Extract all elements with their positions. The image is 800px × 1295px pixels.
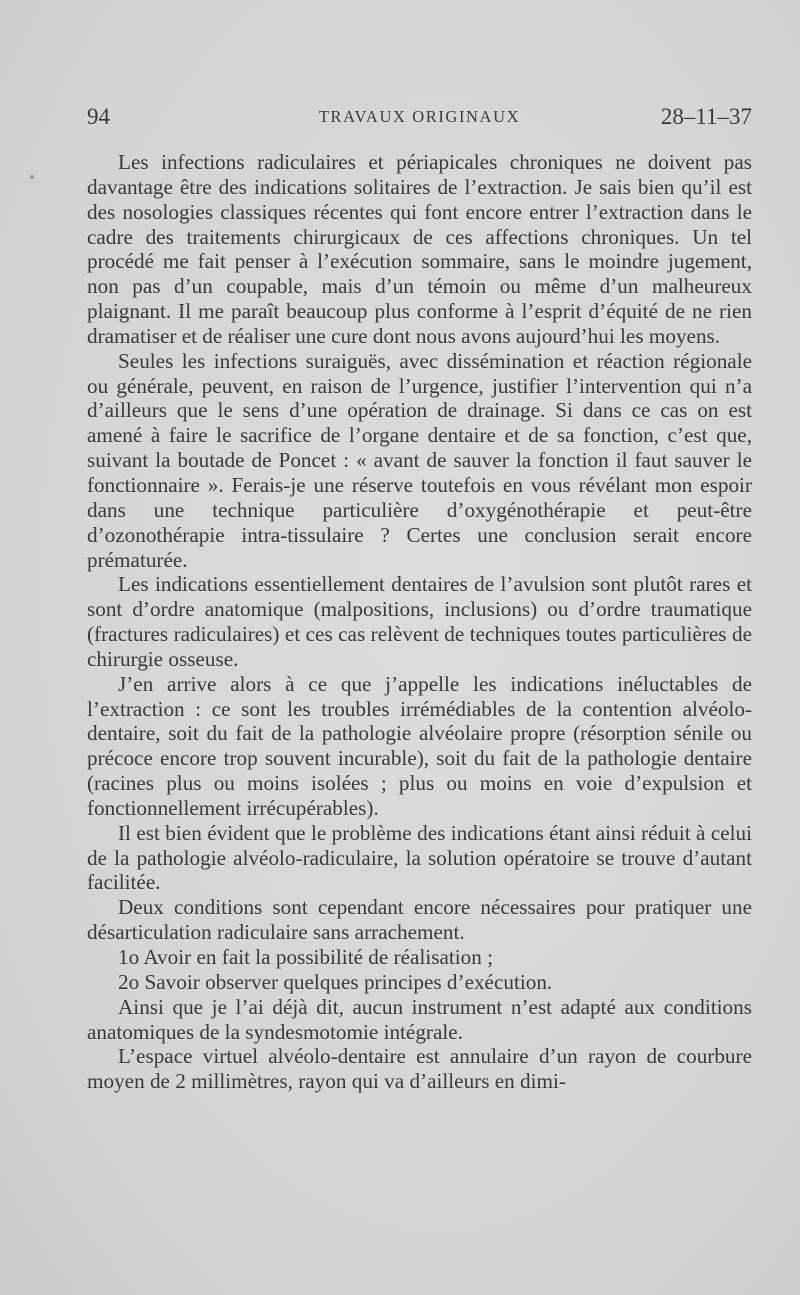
paragraph-chronic-infections: Les infections radiculaires et périapicales chroniques ne doivent pas davantage être des indications solitaires de l’extraction. Je sais bien qu’il est des nosologies classiques récentes qui font encore entrer l’extraction dans le cadre des traitements chirurgicaux de ces affections chroniques. Un tel procédé me fait penser à l’exécution sommaire, sans le moindre jugement, non pas d’un coupable, mais d’un témoin ou même d’un malheureux plaignant. Il me paraît beaucoup plus conforme à l’esprit d’équité de ne rien dramatiser et de réaliser une cure dont nous avons aujourd’hui les moyens. — [87, 150, 752, 348]
margin-speck — [30, 175, 34, 179]
paragraph-acute-infections: Seules les infections suraiguës, avec dissémination et réaction régionale ou générale, peuvent, en raison de l’urgence, justifier l’intervention qui n’a d’ailleurs que le sens d’une opération de drainage. Si dans ce cas on est amené à faire le sacrifice de l’organe dentaire et de sa fonction, c’est que, suivant la boutade de Poncet : « avant de sauver la fonction il faut sauver le fonctionnaire ». Ferais-je une réserve toutefois en vous révélant mon espoir dans une technique particulière d’oxygénothérapie et peut-être d’ozonothérapie intra-tissulaire ? Certes une conclusion serait encore prématurée. — [87, 348, 752, 572]
running-title: TRAVAUX ORIGINAUX — [318, 107, 521, 126]
header-date: 28–11–37 — [660, 104, 752, 129]
page-number: 94 — [87, 104, 110, 129]
page-header — [87, 104, 752, 134]
paragraph-virtual-space: L’espace virtuel alvéolo-dentaire est annulaire d’un rayon de courbure moyen de 2 millimètres, rayon qui va d’ailleurs en dimi- — [87, 1044, 752, 1094]
paragraph-two-conditions: Deux conditions sont cependant encore nécessaires pour pratiquer une désarticulation radiculaire sans arrachement. — [87, 895, 752, 945]
paragraph-ineluctable-indications: J’en arrive alors à ce que j’appelle les indications inéluctables de l’extraction : ce sont les troubles irrémédiables de la contention alvéolo-dentaire, soit du fait de la pathologie alvéolaire propre (résorption sénile ou précoce encore trop souvent incurable), soit du fait de la pathologie dentaire (racines plus ou moins isolées ; plus ou moins en voie d’expulsion et fonctionnellement irrécupérables). — [87, 671, 752, 820]
paragraph-dental-indications: Les indications essentiellement dentaires de l’avulsion sont plutôt rares et sont d’ordre anatomique (malpositions, inclusions) ou d’ordre traumatique (fractures radiculaires) et ces cas relèvent de techniques toutes particulières de chirurgie osseuse. — [87, 572, 752, 671]
list-item-condition-2: 2o Savoir observer quelques principes d’exécution. — [118, 969, 553, 994]
body-text — [87, 150, 752, 1094]
list-item-condition-1: 1o Avoir en fait la possibilité de réalisation ; — [118, 945, 494, 969]
paragraph-instruments: Ainsi que je l’ai déjà dit, aucun instrument n’est adapté aux conditions anatomiques de la syndesmotomie intégrale. — [87, 994, 752, 1044]
paragraph-operative-solution: Il est bien évident que le problème des indications étant ainsi réduit à celui de la pathologie alvéolo-radiculaire, la solution opératoire se trouve d’autant facilitée. — [87, 820, 752, 895]
